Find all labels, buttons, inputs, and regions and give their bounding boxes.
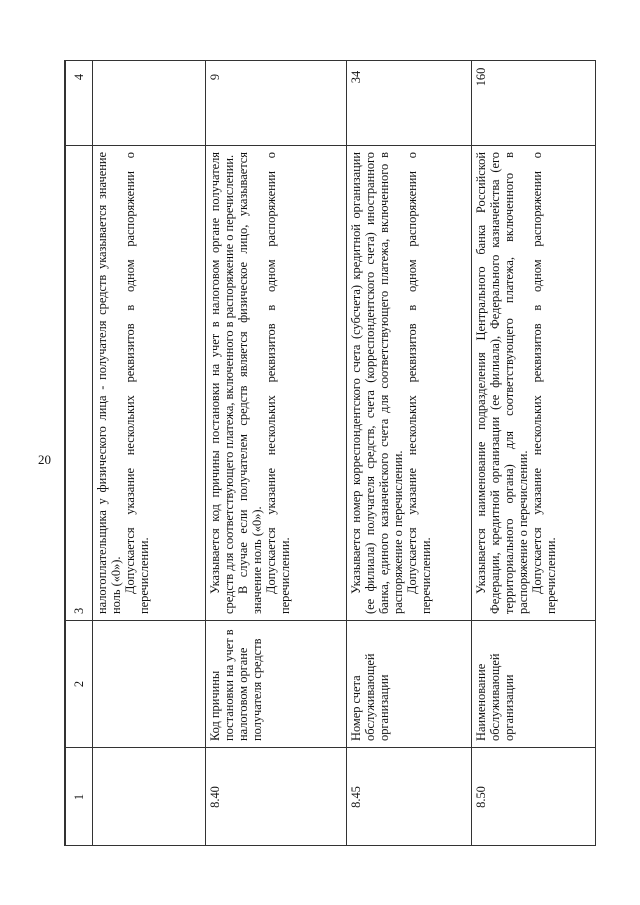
description-paragraph: Допускается указание нескольких реквизитов в одном распоряжении о перечислении.	[405, 152, 433, 614]
description-paragraph: Допускается указание нескольких реквизитов в одном распоряжении о перечислении.	[530, 152, 558, 614]
header-col-1: 1	[66, 748, 93, 847]
table-row	[347, 60, 472, 846]
description-paragraph: Указывается наименование подразделения Центрального банка Российской Федерации, кредитной организации (ее филиала), Федерального казначейства (его территориального органа) для соответствующего платежа, включенного в распоряжение о перечислении.	[474, 152, 530, 614]
header-col-3: 3	[66, 146, 93, 621]
rotated-table-stage	[65, 61, 596, 846]
table-row	[472, 60, 597, 846]
table-header-row	[66, 60, 93, 846]
cell-number: 8.40	[206, 748, 347, 847]
cell-description	[93, 146, 206, 621]
description-paragraph: налогоплательщика у физического лица - получателя средств указывается значение ноль («0»).	[95, 152, 123, 614]
cell-name: Код причины постановки на учет в налоговом органе получателя средств	[206, 621, 347, 748]
cell-name: Наименование обслуживающей организации	[472, 621, 597, 748]
header-col-4: 4	[66, 60, 93, 146]
cell-size	[93, 60, 206, 146]
cell-size: 160	[472, 60, 597, 146]
description-paragraph: Допускается указание нескольких реквизитов в одном распоряжении о перечислении.	[264, 152, 292, 614]
cell-size: 9	[206, 60, 347, 146]
description-paragraph: Указывается код причины постановки на учет в налоговом органе получателя средств для соответствующего платежа, включенного в распоряжение о перечислении.	[208, 152, 236, 614]
cell-size: 34	[347, 60, 472, 146]
cell-number	[93, 748, 206, 847]
requisites-table-frame	[64, 60, 596, 846]
cell-name	[93, 621, 206, 748]
description-paragraph: Указывается номер корреспондентского счета (субсчета) кредитной организации (ее филиала) получателя средств, счета (корреспондентского счета) иностранного банка, единого казначейского счета для соответствующего платежа, включенного в распоряжение о перечислении.	[349, 152, 405, 614]
cell-description	[472, 146, 597, 621]
cell-description	[206, 146, 347, 621]
cell-number: 8.50	[472, 748, 597, 847]
cell-description	[347, 146, 472, 621]
table-row	[206, 60, 347, 846]
cell-name: Номер счета обслуживающей организации	[347, 621, 472, 748]
cell-number: 8.45	[347, 748, 472, 847]
description-paragraph: Допускается указание нескольких реквизитов в одном распоряжении о перечислении.	[123, 152, 151, 614]
description-paragraph: В случае если получателем средств является физическое лицо, указывается значение ноль («0»).	[236, 152, 264, 614]
table-row-continuation	[93, 60, 206, 846]
page-number: 20	[38, 452, 51, 467]
requisites-table	[65, 60, 596, 846]
header-col-2: 2	[66, 621, 93, 748]
